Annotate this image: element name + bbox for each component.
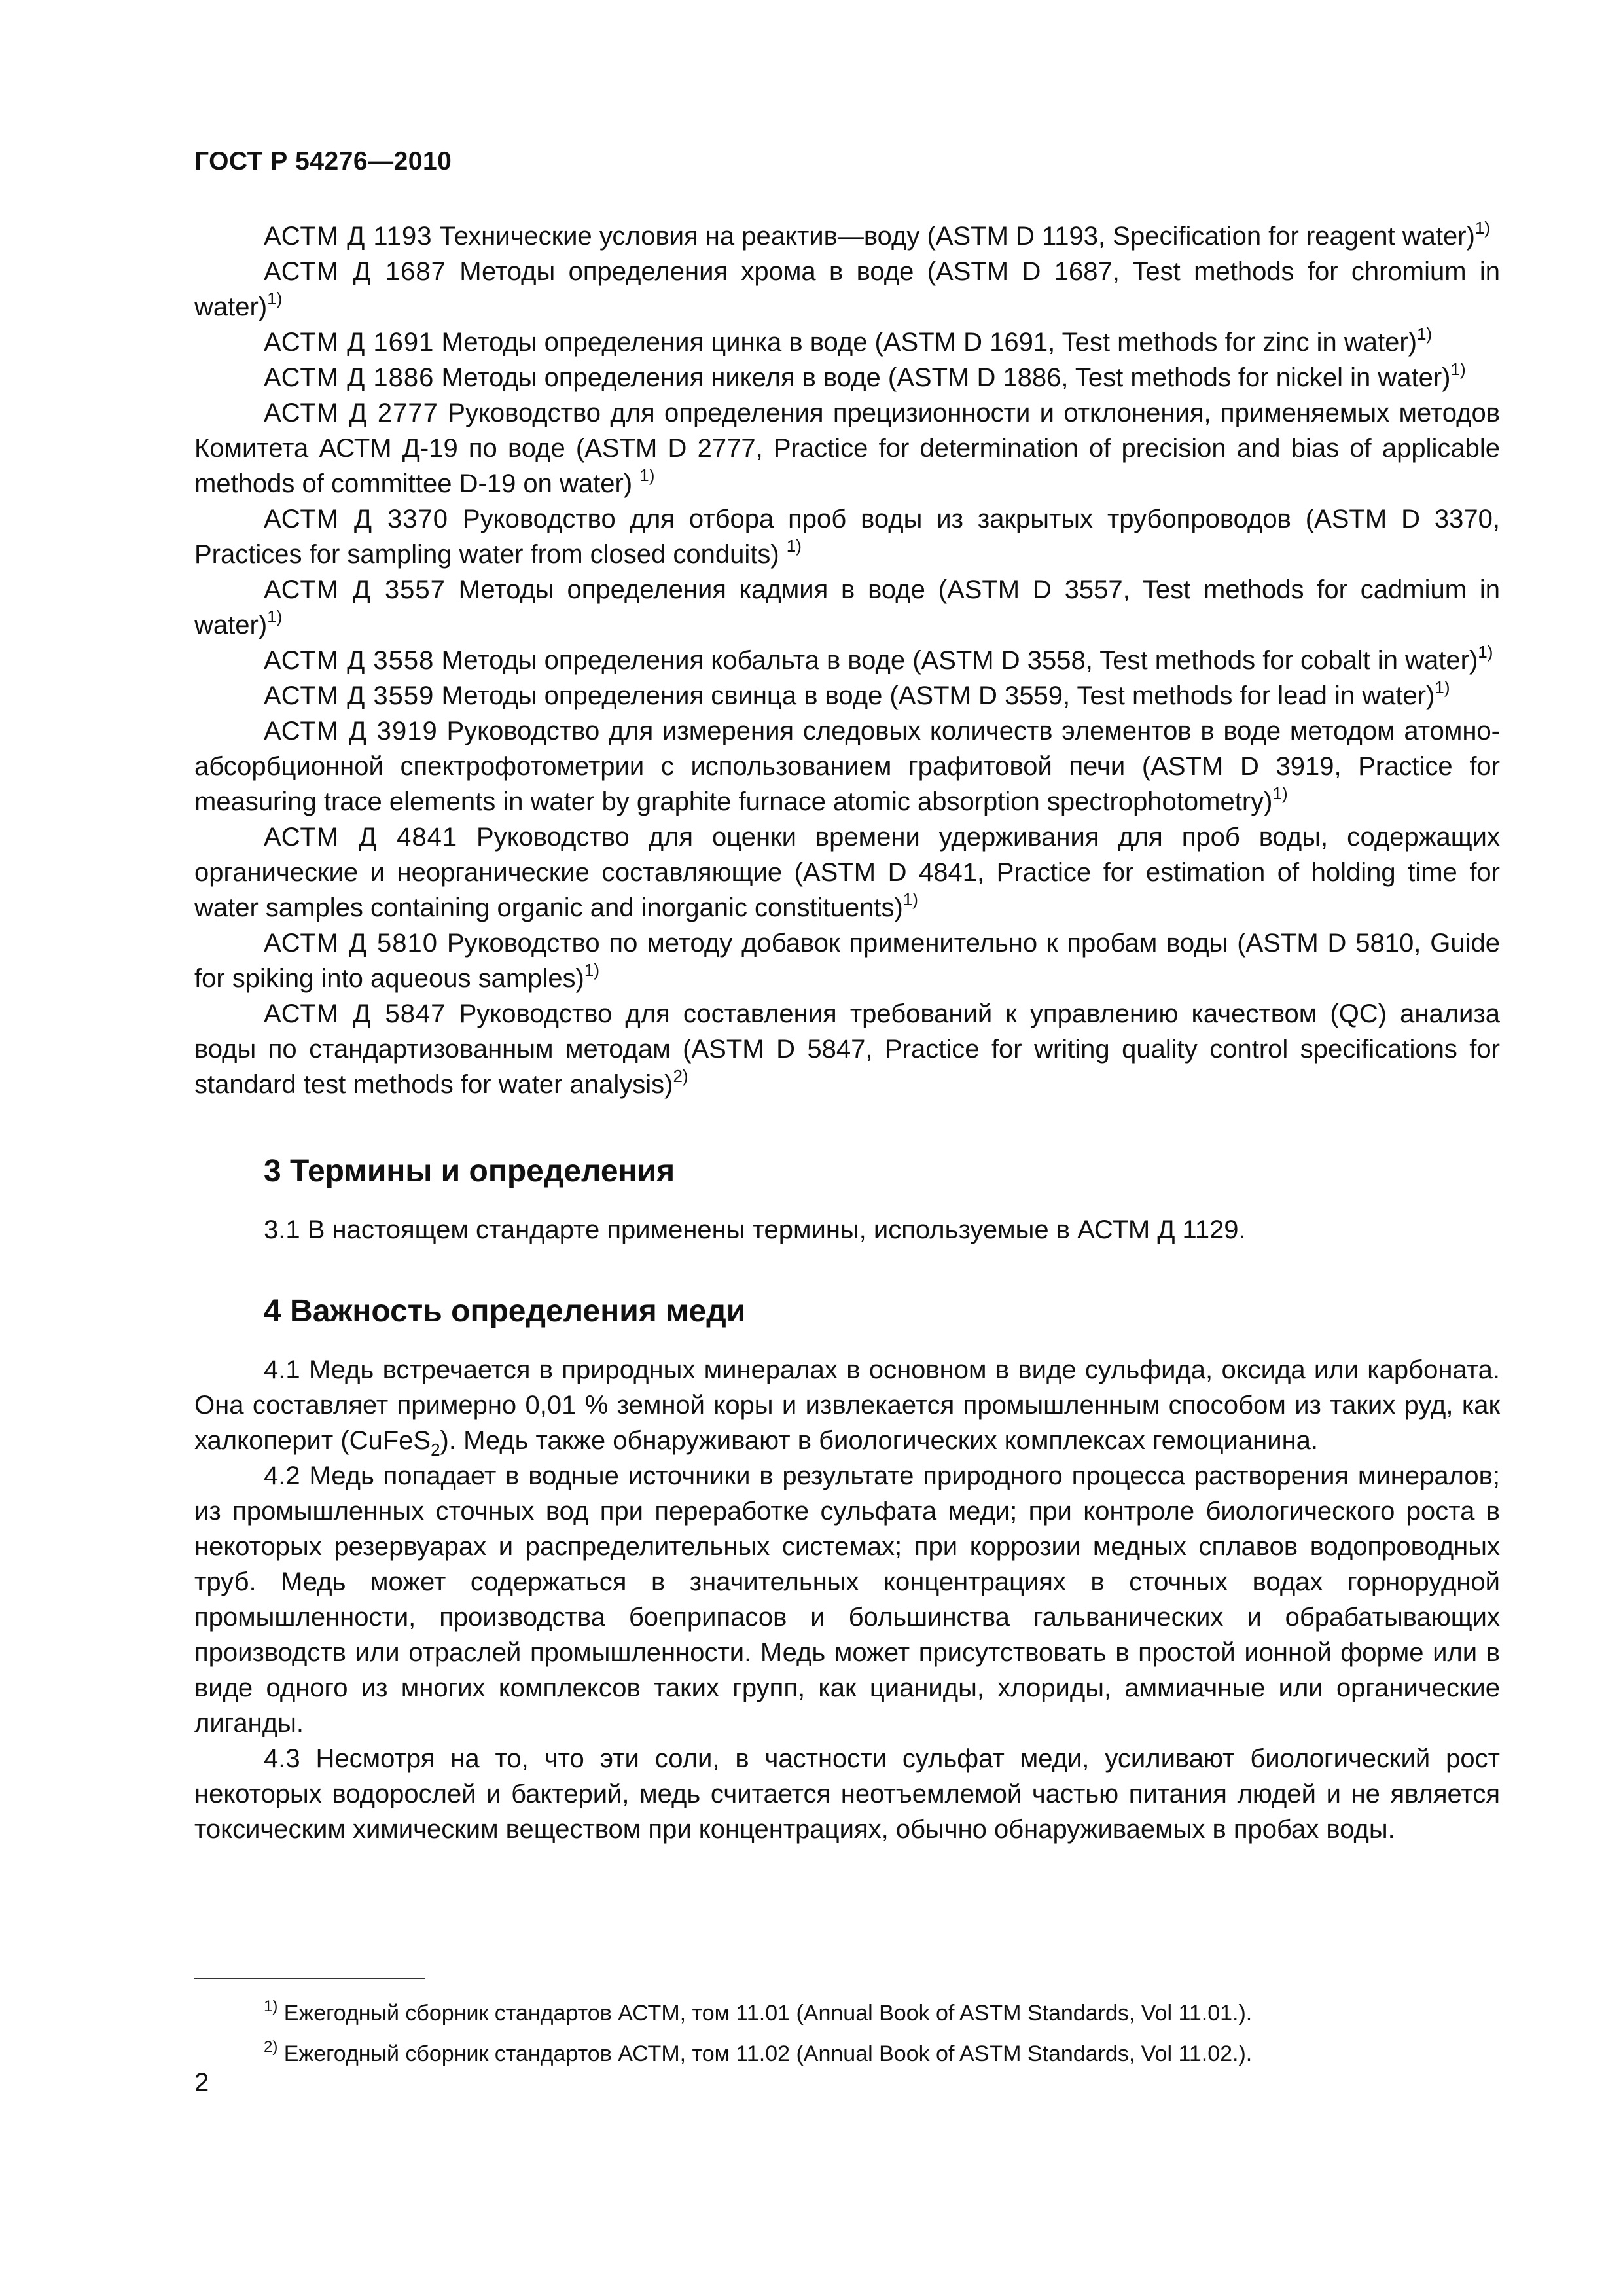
reference-item — [194, 219, 1500, 254]
footnote — [264, 1993, 1494, 2034]
reference-code: АСТМ Д 1193 — [264, 222, 433, 251]
reference-code: АСТМ Д 3558 — [264, 646, 435, 675]
reference-item — [194, 925, 1500, 996]
reference-code: АСТМ Д 3919 — [264, 717, 438, 745]
footnote-mark: 1) — [267, 607, 283, 626]
reference-code: АСТМ Д 2777 — [264, 399, 438, 427]
footnote-mark: 1) — [264, 1998, 278, 2015]
reference-text: Методы определения кадмия в воде (ASTM D 3557, Test methods for cadmium in water) — [194, 575, 1500, 639]
reference-text: Руководство для отбора проб воды из закрытых трубопроводов (ASTM D 3370, Practices for sampling water from closed conduits) — [194, 505, 1500, 569]
reference-text: Методы определения свинца в воде (ASTM D 3559, Test methods for lead in water) — [441, 681, 1435, 710]
reference-text: Технические условия на реактив—воду (ASTM D 1193, Specification for reagent water) — [439, 222, 1475, 251]
reference-item — [194, 713, 1500, 819]
footnote-mark: 1) — [786, 536, 802, 556]
footnote-mark: 1) — [1272, 783, 1288, 803]
reference-item — [194, 819, 1500, 925]
footnote-mark: 1) — [1478, 642, 1493, 662]
reference-item — [194, 395, 1500, 501]
reference-text: Руководство для составления требований к управлению качеством (QC) анализа воды по стандартизованным методам (ASTM D 5847, Practice for writing quality control specifications for standard test methods for water analysis) — [194, 999, 1500, 1099]
footnote-mark: 1) — [267, 289, 283, 308]
reference-item — [194, 325, 1500, 360]
reference-item — [194, 360, 1500, 395]
section-3-paragraph-1: 3.1 В настоящем стандарте применены термины, используемые в АСТМ Д 1129. — [264, 1215, 1246, 1244]
reference-text: Методы определения кобальта в воде (ASTM D 3558, Test methods for cobalt in water) — [441, 646, 1478, 675]
footnote-mark: 1) — [1417, 324, 1433, 344]
reference-text: Руководство для измерения следовых количеств элементов в воде методом атомно-абсорбционной спектрофотометрии с использованием графитовой печи (ASTM D 3919, Practice for measuring trace elements in water by graphite furnace atomic absorption spectrophotometry) — [194, 717, 1501, 816]
footnote-mark: 1) — [1435, 677, 1450, 697]
section-3-title: 3 Термины и определения — [264, 1154, 675, 1189]
reference-item — [194, 501, 1500, 572]
reference-text: Руководство по методу добавок применительно к пробам воды (ASTM D 5810, Guide for spiking into aqueous samples) — [194, 929, 1500, 993]
footnote-mark: 1) — [1474, 218, 1491, 238]
footnotes — [264, 1993, 1494, 2074]
reference-code: АСТМ Д 3370 — [264, 505, 449, 533]
footnote-mark: 2) — [673, 1066, 688, 1086]
reference-code: АСТМ Д 1687 — [264, 257, 446, 286]
footnote-text: Ежегодный сборник стандартов АСТМ, том 11.01 (Annual Book of ASTM Standards, Vol 11.01.). — [277, 2001, 1253, 2026]
paragraph-text: 4.1 Медь встречается в природных минералах в основном в виде сульфида, оксида или карбоната. Она составляет примерно 0,01 % земной коры и извлекается промышленным способом из таких руд, как халкоперит (CuFeS — [194, 1355, 1500, 1455]
standard-code-header: ГОСТ Р 54276—2010 — [194, 147, 452, 175]
reference-code: АСТМ Д 4841 — [264, 823, 458, 852]
footnote-mark: 1) — [1450, 359, 1466, 379]
footnote-text: Ежегодный сборник стандартов АСТМ, том 11.02 (Annual Book of ASTM Standards, Vol 11.02.). — [277, 2041, 1253, 2066]
reference-code: АСТМ Д 3559 — [264, 681, 435, 710]
reference-text: Методы определения хрома в воде (ASTM D 1687, Test methods for chromium in water) — [194, 257, 1500, 321]
reference-code: АСТМ Д 1691 — [264, 328, 435, 357]
footnote-mark: 1) — [639, 465, 655, 485]
section-4-paragraph-1 — [194, 1352, 1500, 1458]
reference-text: Руководство для оценки времени удерживания для проб воды, содержащих органические и неорганические составляющие (ASTM D 4841, Practice for estimation of holding time for water samples containing organic and inorganic constituents) — [194, 823, 1500, 922]
subscript: 2 — [431, 1440, 440, 1460]
reference-text: Методы определения никеля в воде (ASTM D 1886, Test methods for nickel in water) — [441, 363, 1451, 392]
footnote-mark: 1) — [902, 889, 918, 909]
page-content — [194, 219, 1500, 1847]
reference-item — [194, 572, 1500, 643]
reference-item — [194, 678, 1500, 713]
reference-code: АСТМ Д 3557 — [264, 575, 446, 604]
reference-text: Руководство для определения прецизионности и отклонения, применяемых методов Комитета АСТМ Д-19 по воде (ASTM D 2777, Practice for determination of precision and bias of applicable methods of committee D-19 on water) — [194, 399, 1500, 498]
footnote-mark: 2) — [264, 2038, 278, 2056]
reference-code: АСТМ Д 1886 — [264, 363, 435, 392]
section-4-paragraph-2: 4.2 Медь попадает в водные источники в результате природного процесса растворения минералов; из промышленных сточных вод при переработке сульфата меди; при контроле биологического роста в некоторых резервуарах и распределительных системах; при коррозии медных сплавов водопроводных труб. Медь может содержаться в значительных концентрациях в сточных водах горнорудной промышленности, производства боеприпасов и большинства гальванических и обрабатывающих производств или отраслей промышленности. Медь может присутствовать в простой ионной форме или в виде одного из многих комплексов таких групп, как цианиды, хлориды, аммиачные или органические лиганды. — [194, 1462, 1500, 1738]
footnote-mark: 1) — [584, 960, 600, 980]
section-4-paragraph-3: 4.3 Несмотря на то, что эти соли, в частности сульфат меди, усиливают биологический рост некоторых водорослей и бактерий, медь считается неотъемлемой частью питания людей и не является токсическим химическим веществом при концентрациях, обычно обнаруживаемых в пробах воды. — [194, 1744, 1500, 1844]
section-4-title: 4 Важность определения меди — [264, 1294, 746, 1329]
paragraph-text: ). Медь также обнаруживают в биологических комплексах гемоцианина. — [440, 1426, 1319, 1455]
reference-item — [194, 996, 1500, 1102]
page-number: 2 — [194, 2068, 209, 2097]
reference-text: Методы определения цинка в воде (ASTM D 1691, Test methods for zinc in water) — [441, 328, 1418, 357]
reference-item — [194, 254, 1500, 325]
reference-code: АСТМ Д 5810 — [264, 929, 438, 958]
footnote-divider — [194, 1978, 425, 1979]
footnote — [264, 2034, 1494, 2074]
reference-code: АСТМ Д 5847 — [264, 999, 446, 1028]
reference-item — [194, 643, 1500, 678]
reference-list — [194, 219, 1500, 1102]
